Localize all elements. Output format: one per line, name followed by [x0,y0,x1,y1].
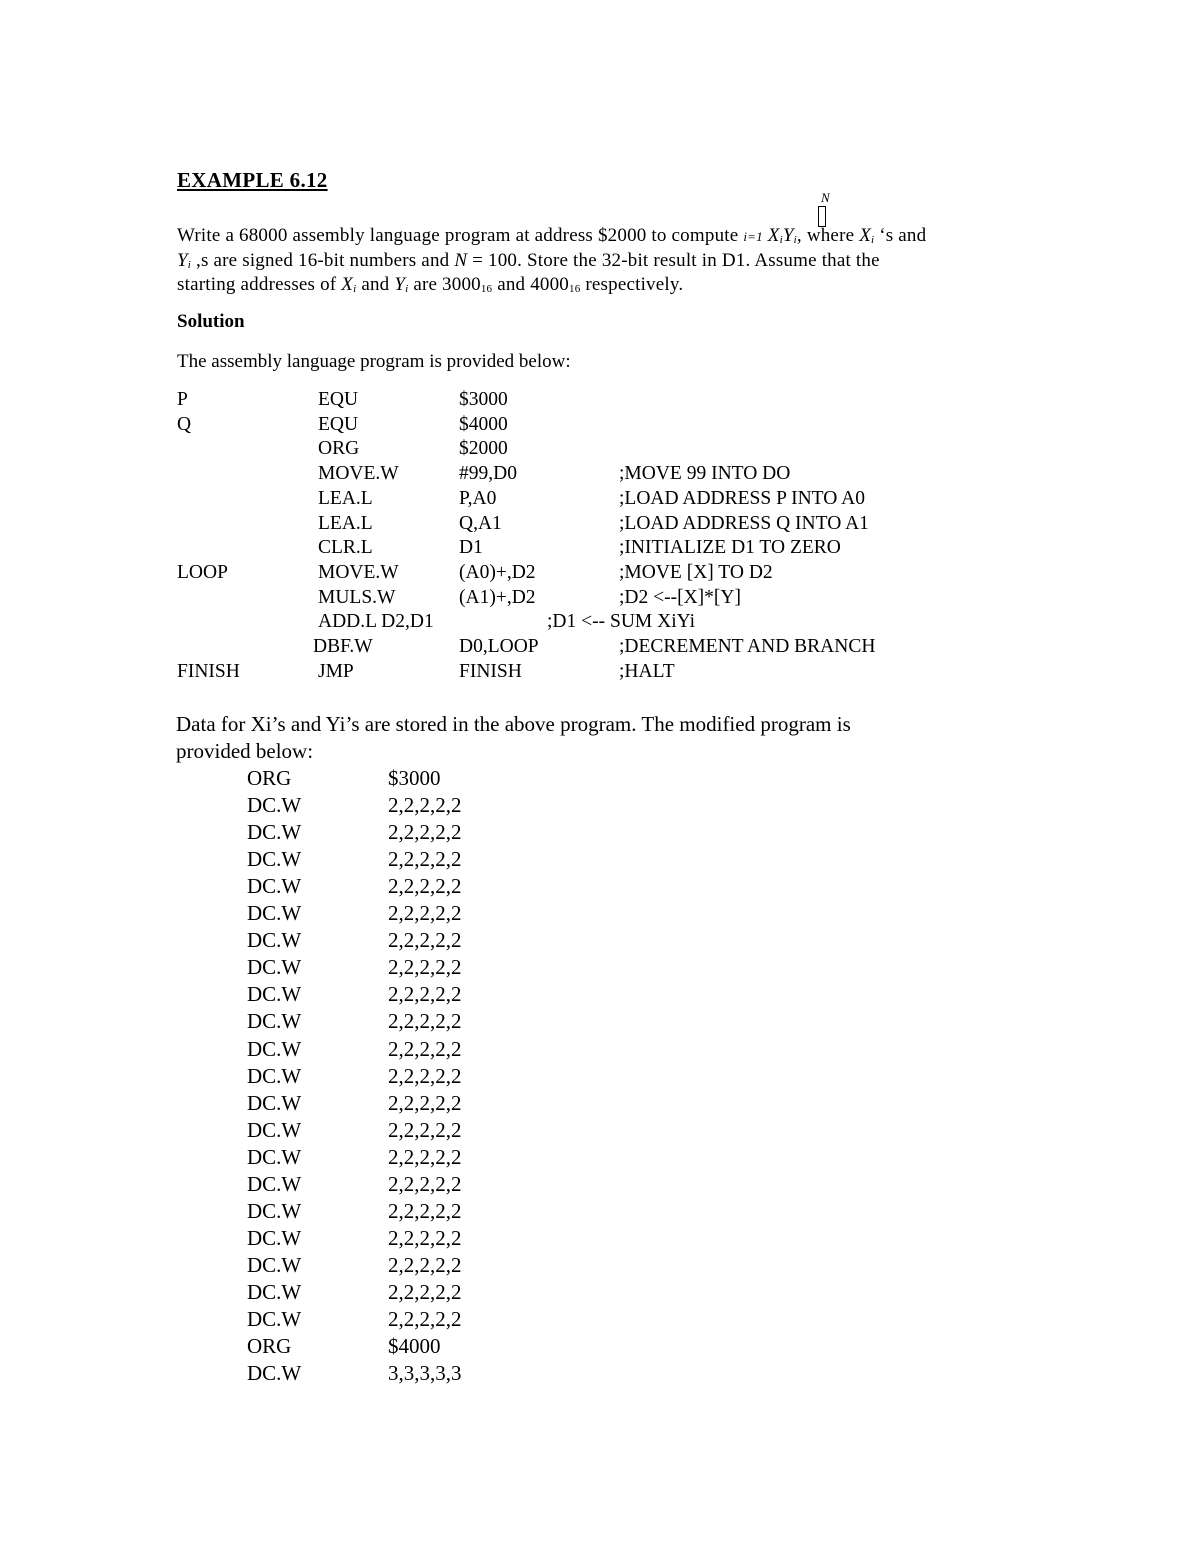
data-line [0,847,1200,874]
data-line [0,1118,1200,1145]
program-op: LEA.L [318,487,373,509]
base-16-subscript: 16 [480,283,493,295]
program-operand: Q,A1 [459,512,502,534]
program-comment: ;DECREMENT AND BRANCH [619,636,876,657]
program-label: P [177,389,188,410]
program-operand: D1 [459,537,483,559]
program-line [0,636,1200,660]
data-op: DC.W [247,1144,302,1169]
program-label: Q [177,413,192,435]
data-operand: 2,2,2,2,2 [388,955,462,980]
data-line [0,1253,1200,1280]
problem-text-3c: are 3000 [413,274,481,295]
program-line [0,438,1200,462]
var-n: N [454,249,468,271]
data-line [0,1280,1200,1307]
solution-heading: Solution [177,311,245,332]
data-op: DC.W [247,1361,302,1386]
data-op: DC.W [247,955,302,980]
program-comment: ;INITIALIZE D1 TO ZERO [619,537,841,559]
problem-line-2 [177,249,1023,274]
program-comment: ;D1 <-- SUM XiYi [547,611,696,633]
program-operand: $3000 [459,389,508,410]
data-line [0,1064,1200,1091]
data-op: DC.W [247,928,302,953]
data-op: DC.W [247,1117,302,1142]
data-line [0,766,1200,793]
problem-text-1c: ‘s and [879,225,927,246]
data-operand: 2,2,2,2,2 [388,928,462,953]
data-line [0,874,1200,901]
data-operand: 2,2,2,2,2 [388,982,462,1007]
program-line [0,463,1200,487]
data-line [0,1307,1200,1334]
data-op: DC.W [247,1252,302,1277]
data-op: DC.W [247,901,302,926]
problem-text-3d: and 4000 [497,274,570,295]
data-operand: $4000 [388,1334,441,1359]
problem-text-1a: Write a 68000 assembly language program at address $2000 to compute [177,225,739,246]
program-comment: ;D2 <--[X]*[Y] [619,586,741,608]
program-op: JMP [318,660,354,682]
program-comment: ;HALT [619,660,675,682]
program-op: LEA.L [318,512,373,534]
data-line [0,1361,1200,1388]
problem-text-3a: starting addresses of [177,274,337,295]
data-op: DC.W [247,874,302,899]
program-comment: ;LOAD ADDRESS Q INTO A1 [619,512,869,534]
data-operand: 2,2,2,2,2 [388,1171,462,1196]
program-line [0,389,1200,413]
data-op: DC.W [247,820,302,845]
problem-line-1: Write a 68000 assembly language program at address $2000 to compute i=1 $X_iY_i$, where $X_i$ ‘s and [177,225,927,246]
program-operand: #99,D0 [459,463,517,485]
data-line [0,1145,1200,1172]
data-line [0,1226,1200,1253]
data-operand: 2,2,2,2,2 [388,1144,462,1169]
data-operand: 2,2,2,2,2 [388,1225,462,1250]
program-line [0,587,1200,611]
data-op: DC.W [247,793,302,818]
program-op: DBF.W [313,636,373,657]
program-operand: D0,LOOP [459,636,539,657]
data-line [0,955,1200,982]
data-op: DC.W [247,1036,302,1061]
program-line [0,537,1200,561]
program-operand: $2000 [459,438,508,460]
data-op: DC.W [247,847,302,872]
data-op: DC.W [247,1090,302,1115]
var-x: X [341,274,354,295]
data-operand: 2,2,2,2,2 [388,1198,462,1223]
var-x: X [859,225,871,246]
data-line [0,793,1200,820]
summation-upper-limit: N [821,190,830,205]
base-16-subscript: 16 [569,283,581,295]
program-label: LOOP [177,561,228,583]
data-operand: 2,2,2,2,2 [388,1009,462,1034]
problem-statement [177,224,1023,298]
data-line [0,982,1200,1009]
data-text-line-1: Data for Xi’s and Yi’s are stored in the above program. The modified program is [176,712,851,736]
data-operand: 2,2,2,2,2 [388,793,462,818]
data-operand: 2,2,2,2,2 [388,820,462,845]
program-op: EQU [318,413,359,435]
data-text-line-2: provided below: [176,739,314,763]
sub-i: i [793,234,797,246]
sub-i: i [779,234,783,246]
program-op: CLR.L [318,537,373,559]
program-line [0,611,1200,635]
data-line [0,1009,1200,1036]
data-line [0,901,1200,928]
program-comment: ;MOVE 99 INTO DO [619,463,791,485]
program-operand: $4000 [459,413,508,435]
problem-text-2a: ,s are signed 16-bit numbers and [196,249,450,271]
intro-text: The assembly language program is provided below: [177,351,571,372]
data-line [0,1199,1200,1226]
data-operand: $3000 [388,766,441,790]
program-operand: (A0)+,D2 [459,561,536,583]
data-operand: 2,2,2,2,2 [388,1279,462,1304]
program-operand: (A1)+,D2 [459,586,536,608]
data-operand: 2,2,2,2,2 [388,1090,462,1115]
problem-text-3b: and [361,274,390,295]
problem-text-1b: where [806,225,855,246]
summation-lower-limit: i=1 [743,229,763,244]
program-label: FINISH [177,660,240,682]
data-line [0,1334,1200,1361]
program-comment: ;MOVE [X] TO D2 [619,561,773,583]
program-line [0,513,1200,537]
sub-i: i [353,283,357,295]
program-operand: P,A0 [459,487,497,509]
problem-text-2b: = 100. Store the 32-bit result in D1. Assume that the [472,249,880,271]
data-op: ORG [247,766,292,790]
data-op: DC.W [247,1279,302,1304]
var-y: Y [394,274,406,295]
sub-i: i [405,283,409,295]
sub-i: i [187,258,192,271]
data-op: DC.W [247,1307,302,1331]
problem-line-3 [177,273,1023,298]
program-line [0,661,1200,685]
data-op: DC.W [247,1225,302,1250]
data-line [0,928,1200,955]
data-operand: 2,2,2,2,2 [388,1063,462,1088]
data-operand: 2,2,2,2,2 [388,901,462,926]
program-op: MULS.W [318,586,396,608]
data-line [0,1091,1200,1118]
data-operand: 2,2,2,2,2 [388,847,462,872]
program-op: MOVE.W [318,561,399,583]
program-line [0,562,1200,586]
program-op: EQU [318,389,359,410]
var-y: Y [177,249,188,271]
data-operand: 3,3,3,3,3 [388,1361,462,1386]
var-x: X [767,225,780,246]
data-op: DC.W [247,1009,302,1034]
program-operand: FINISH [459,660,522,682]
program-line [0,488,1200,512]
program-op: ORG [318,438,360,460]
program-line [0,414,1200,438]
data-operand: 2,2,2,2,2 [388,1036,462,1061]
program-comment: ;LOAD ADDRESS P INTO A0 [619,487,865,509]
data-op: DC.W [247,1171,302,1196]
program-op: MOVE.W [318,463,399,485]
data-line [0,1037,1200,1064]
data-line [0,820,1200,847]
problem-text-3e: respectively. [585,274,684,295]
example-title: EXAMPLE 6.12 [177,168,328,192]
var-y: Y [782,225,794,246]
data-op: ORG [247,1334,292,1359]
sub-i: i [871,234,875,246]
data-op: DC.W [247,1198,302,1223]
data-op: DC.W [247,982,302,1007]
data-operand: 2,2,2,2,2 [388,1117,462,1142]
data-line [0,1172,1200,1199]
data-operand: 2,2,2,2,2 [388,1307,462,1331]
data-paragraph [176,711,851,765]
data-operand: 2,2,2,2,2 [388,1252,462,1277]
data-op: DC.W [247,1063,302,1088]
program-op: ADD.L D2,D1 [318,611,434,633]
data-operand: 2,2,2,2,2 [388,874,462,899]
